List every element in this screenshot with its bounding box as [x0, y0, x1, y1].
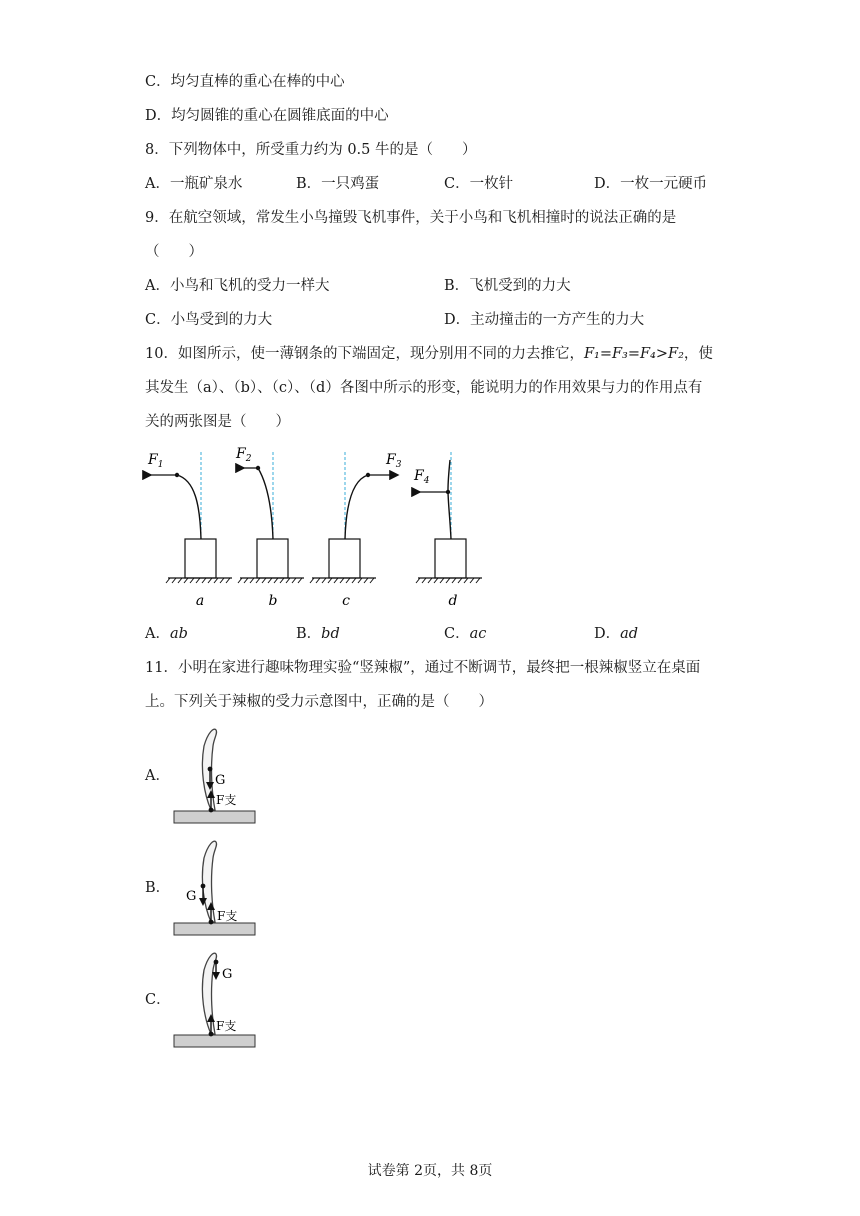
- steel-strip-b: [258, 468, 273, 539]
- q10-stem-text-a: 10．如图所示，使一薄钢条的下端固定，现分别用不同的力去推它，: [145, 346, 584, 362]
- base-d: [435, 539, 466, 578]
- q8-option-a: A．一瓶矿泉水: [145, 176, 243, 192]
- q8-stem: 8．下列物体中，所受重力约为 0.5 牛的是（ ）: [145, 142, 477, 158]
- q9-option-a: A．小鸟和飞机的受力一样大: [145, 278, 330, 294]
- q10-stem-text-c: ，使: [683, 346, 713, 362]
- q11-option-c-diagram: [170, 948, 260, 1050]
- q8-option-b: B．一只鸡蛋: [296, 176, 380, 192]
- table-top: [174, 811, 255, 823]
- q11-stem-line2: 上。下列关于辣椒的受力示意图中，正确的是（ ）: [145, 694, 493, 710]
- q10-option-a: A．ab: [145, 626, 188, 642]
- q11-option-a-diagram: [170, 724, 260, 826]
- page-footer: 试卷第 2页，共 8页: [367, 1163, 493, 1179]
- caption-d: d: [448, 593, 458, 609]
- q8-option-d: D．一枚一元硬币: [594, 176, 708, 192]
- q10-option-c: C．ac: [444, 626, 487, 642]
- ground-a: [166, 578, 232, 583]
- q9-stem-line1: 9．在航空领域，常发生小鸟撞毁飞机事件，关于小鸟和飞机相撞时的说法正确的是: [145, 210, 677, 226]
- q9-option-c: C．小鸟受到的力大: [145, 312, 273, 328]
- label-f1: $F_1$: [148, 452, 164, 470]
- support-force-label: F支: [216, 1019, 237, 1033]
- q10-stem-line2: 其发生（a）、（b）、（c）、（d）各图中所示的形变，能说明力的作用效果与力的作用点有: [145, 380, 703, 396]
- gravity-label: G: [215, 773, 226, 788]
- q10-stem-line1: [145, 344, 713, 364]
- q9-stem-line2: （ ）: [145, 244, 203, 260]
- table-top: [174, 923, 255, 935]
- q10-option-d: D．ad: [594, 626, 639, 642]
- gravity-label: G: [186, 889, 197, 904]
- q9-option-b: B．飞机受到的力大: [444, 278, 571, 294]
- support-force-label: F支: [217, 909, 238, 923]
- caption-c: c: [342, 593, 350, 609]
- ground-b: [238, 578, 304, 583]
- label-f2: $F_2$: [236, 446, 252, 464]
- q11-option-a-letter: A．: [145, 768, 170, 784]
- label-f3: $F_3$: [386, 452, 402, 470]
- q11-option-b-letter: B．: [145, 880, 171, 896]
- steel-strip-c: [345, 475, 368, 539]
- label-f4: $F_4$: [414, 468, 430, 486]
- q11-option-b-diagram: [170, 836, 260, 938]
- steel-strip-a: [177, 475, 201, 539]
- ground-c: [310, 578, 376, 583]
- table-top: [174, 1035, 255, 1047]
- base-b: [257, 539, 288, 578]
- q9-option-d: D．主动撞击的一方产生的力大: [444, 312, 645, 328]
- q10-stem-line3: 关的两张图是（ ）: [145, 414, 290, 430]
- q10-steel-strip-figure: [140, 440, 490, 615]
- q7-option-d: D．均匀圆锥的重心在圆锥底面的中心: [145, 108, 389, 124]
- q11-stem-line1: 11．小明在家进行趣味物理实验“竖辣椒”，通过不断调节，最终把一根辣椒竖立在桌面: [145, 660, 701, 676]
- q8-option-c: C．一枚针: [444, 176, 514, 192]
- ground-d: [416, 578, 482, 583]
- caption-b: b: [268, 593, 278, 609]
- gravity-arrowhead: [212, 972, 220, 980]
- support-force-label: F支: [216, 793, 237, 807]
- caption-a: a: [195, 593, 205, 609]
- base-c: [329, 539, 360, 578]
- q10-force-relation: F₁=F₃=F₄>F₂: [583, 346, 684, 362]
- q10-option-b: B．bd: [296, 626, 340, 642]
- base-a: [185, 539, 216, 578]
- gravity-label: G: [222, 967, 233, 982]
- q11-option-c-letter: C．: [145, 992, 171, 1008]
- q7-option-c: C．均匀直棒的重心在棒的中心: [145, 74, 345, 90]
